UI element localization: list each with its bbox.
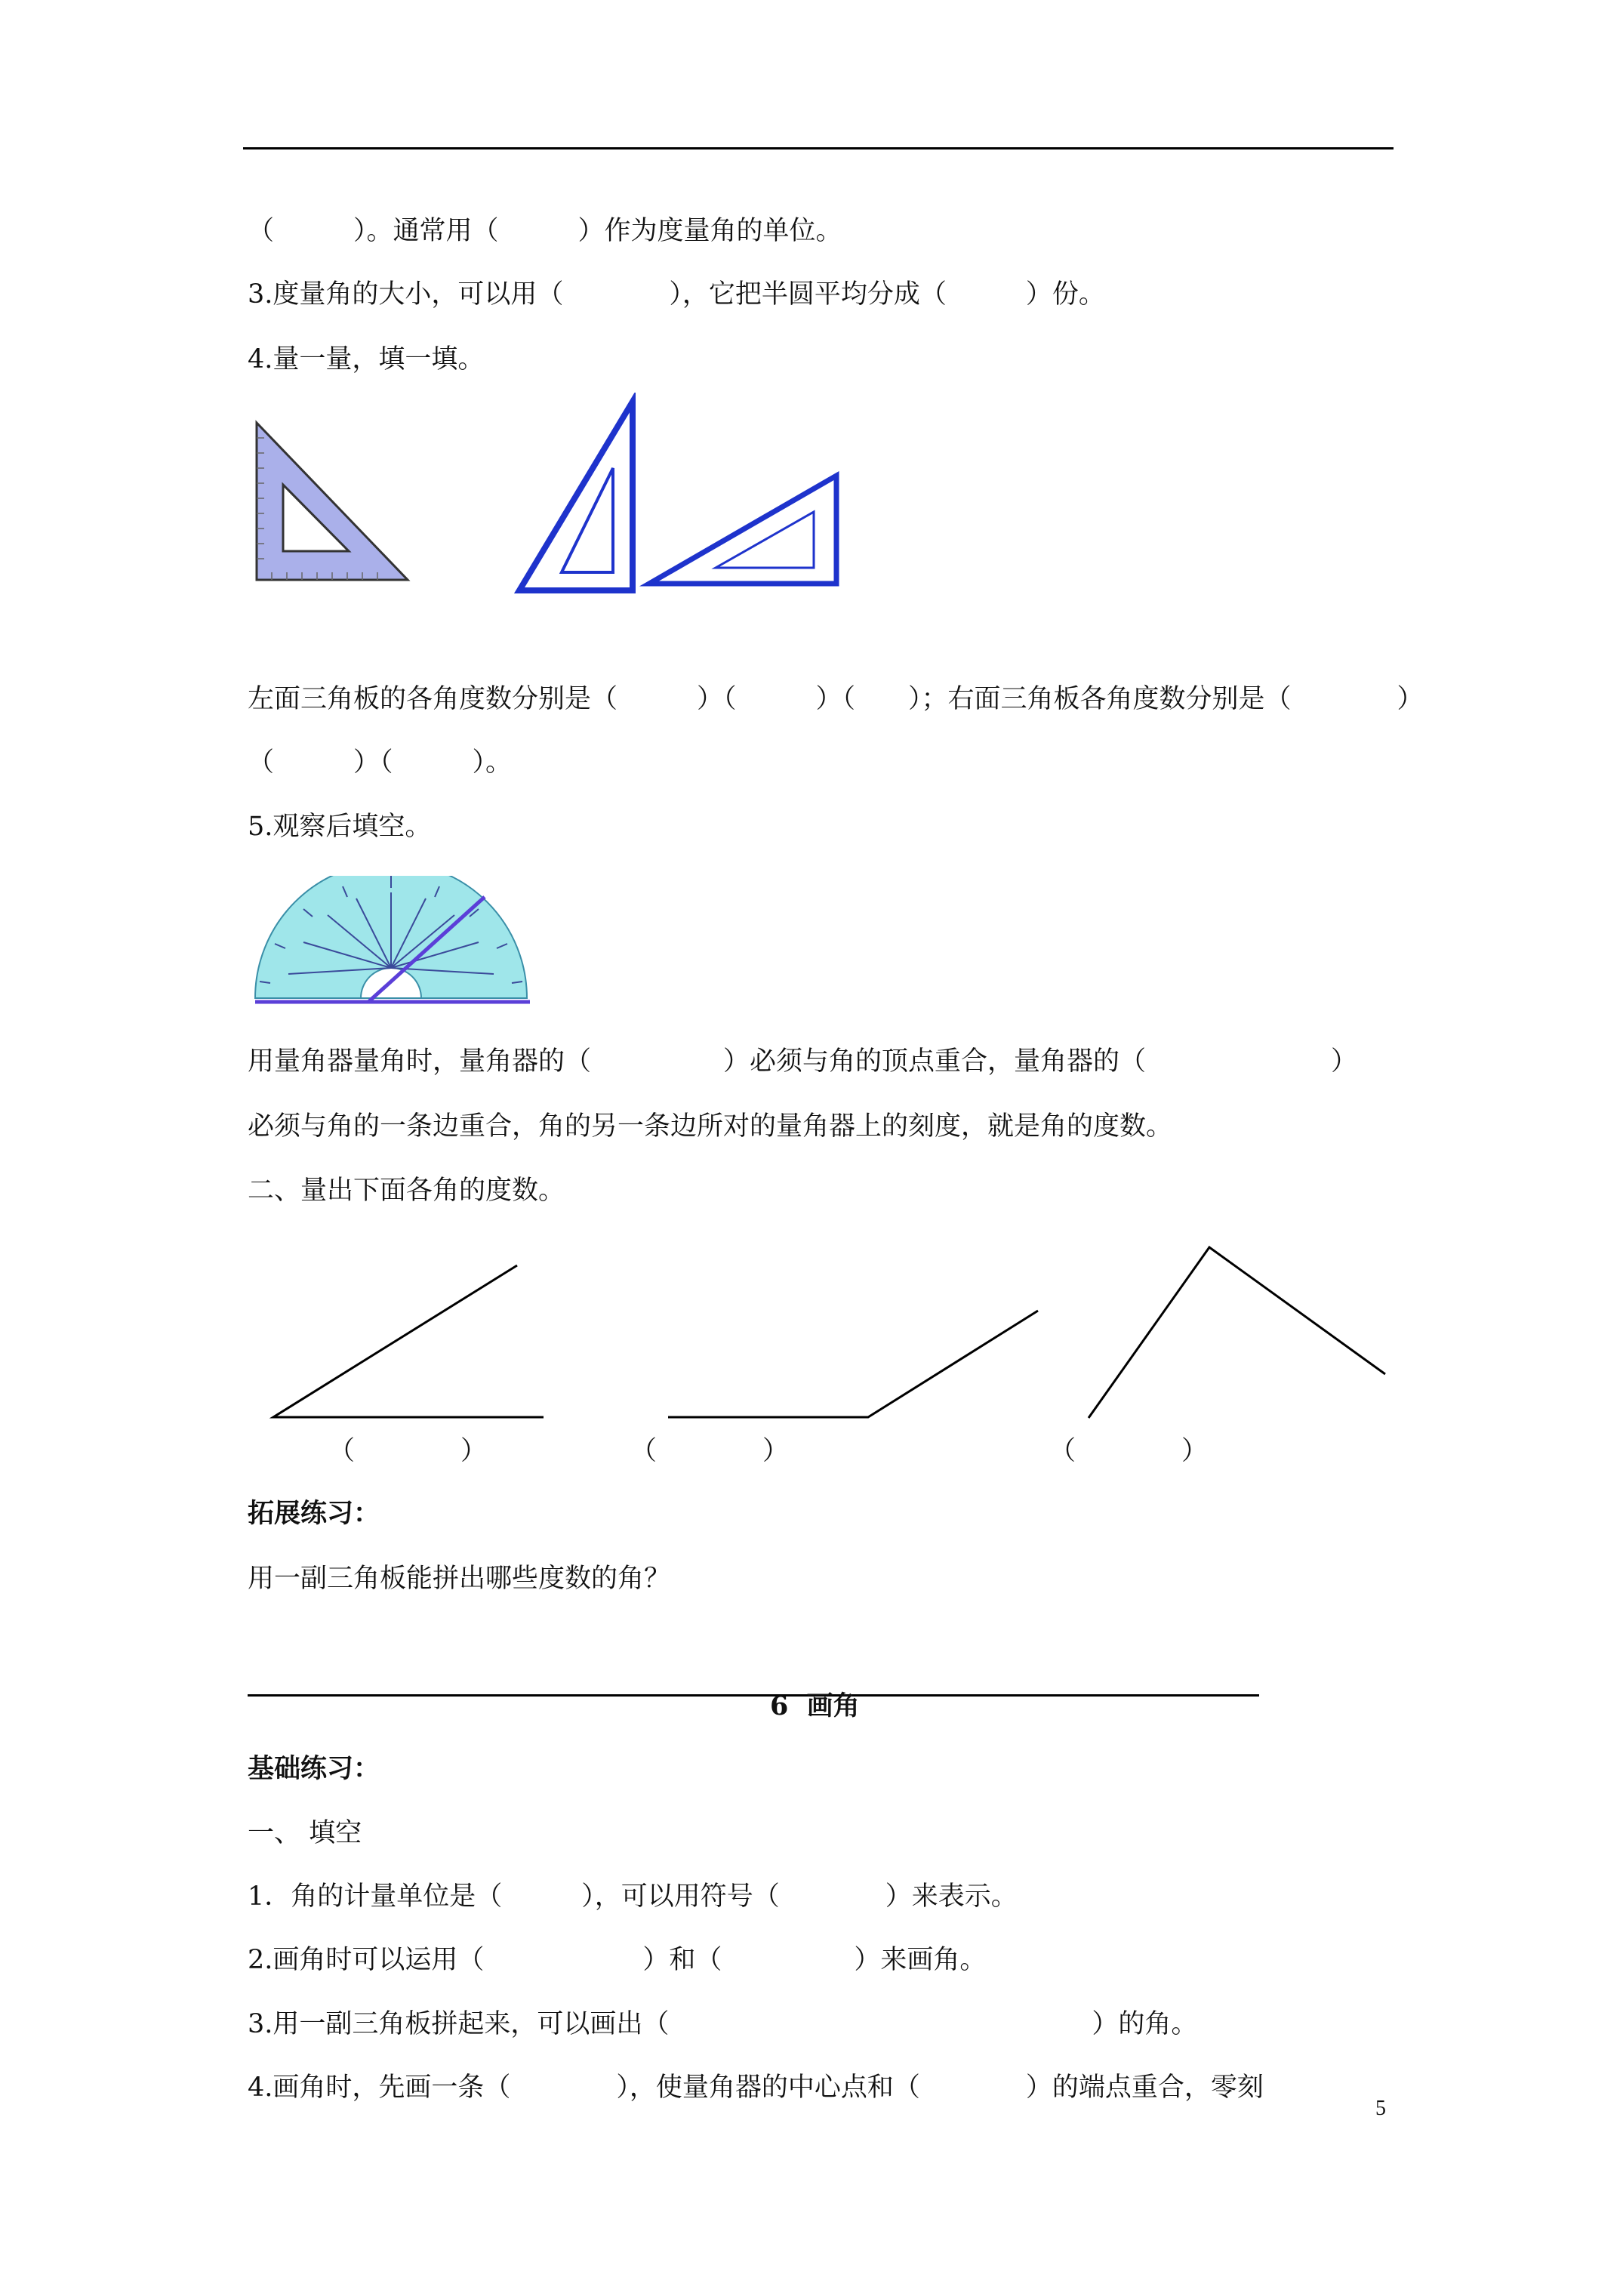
text-line-15: 2.画角时可以运用（ ）和（ ）来画角。 [248, 1945, 987, 1975]
header-rule [243, 147, 1394, 149]
text-line-2: 3.度量角的大小，可以用（ ），它把半圆平均分成（ ）份。 [248, 279, 1105, 310]
text-line-16: 3.用一副三角板拼起来，可以画出（ ）的角。 [248, 2009, 1198, 2039]
angle-1-blank: （ ） [328, 1436, 488, 1466]
angle-3-blank: （ ） [1049, 1436, 1209, 1466]
middle-set-square-hole [562, 468, 613, 572]
text-line-6: 5.观察后填空。 [248, 812, 432, 842]
angle-1 [273, 1265, 544, 1417]
text-line-9: 二、量出下面各角的度数。 [248, 1176, 565, 1206]
text-line-13: 一、 填空 [248, 1818, 362, 1848]
triangle-rulers-figure [249, 393, 868, 604]
extension-heading: 拓展练习： [248, 1498, 380, 1529]
page-number: 5 [1375, 2097, 1386, 2120]
basic-practice-heading: 基础练习： [248, 1753, 380, 1784]
angles-figure [257, 1238, 1404, 1435]
left-set-square [257, 423, 408, 580]
text-line-4: 左面三角板的各角度数分别是（ ）（ ）（ ）；右面三角板各角度数分别是（ ） [248, 684, 1424, 714]
text-line-5: （ ）（ ）。 [248, 747, 513, 778]
section-rule [248, 1694, 1259, 1697]
middle-set-square [519, 402, 633, 590]
text-line-7: 用量角器量角时，量角器的（ ）必须与角的顶点重合，量角器的（ ） [248, 1046, 1358, 1077]
angle-2 [668, 1311, 1038, 1417]
text-line-3: 4.量一量，填一填。 [248, 344, 485, 374]
text-line-14: 1．角的计量单位是（ ），可以用符号（ ）来表示。 [248, 1881, 1018, 1912]
text-line-8: 必须与角的一条边重合，角的另一条边所对的量角器上的刻度，就是角的度数。 [248, 1111, 1173, 1142]
angle-3 [1089, 1247, 1385, 1418]
section-title: 6 画角 [770, 1690, 860, 1721]
protractor-figure [249, 876, 536, 1012]
text-line-17: 4.画角时，先画一条（ ），使量角器的中心点和（ ）的端点重合，零刻 [248, 2073, 1264, 2103]
angle-2-blank: （ ） [630, 1436, 790, 1466]
text-line-11: 用一副三角板能拼出哪些度数的角？ [248, 1564, 671, 1594]
text-line-1: （ ）。通常用（ ）作为度量角的单位。 [248, 216, 842, 246]
